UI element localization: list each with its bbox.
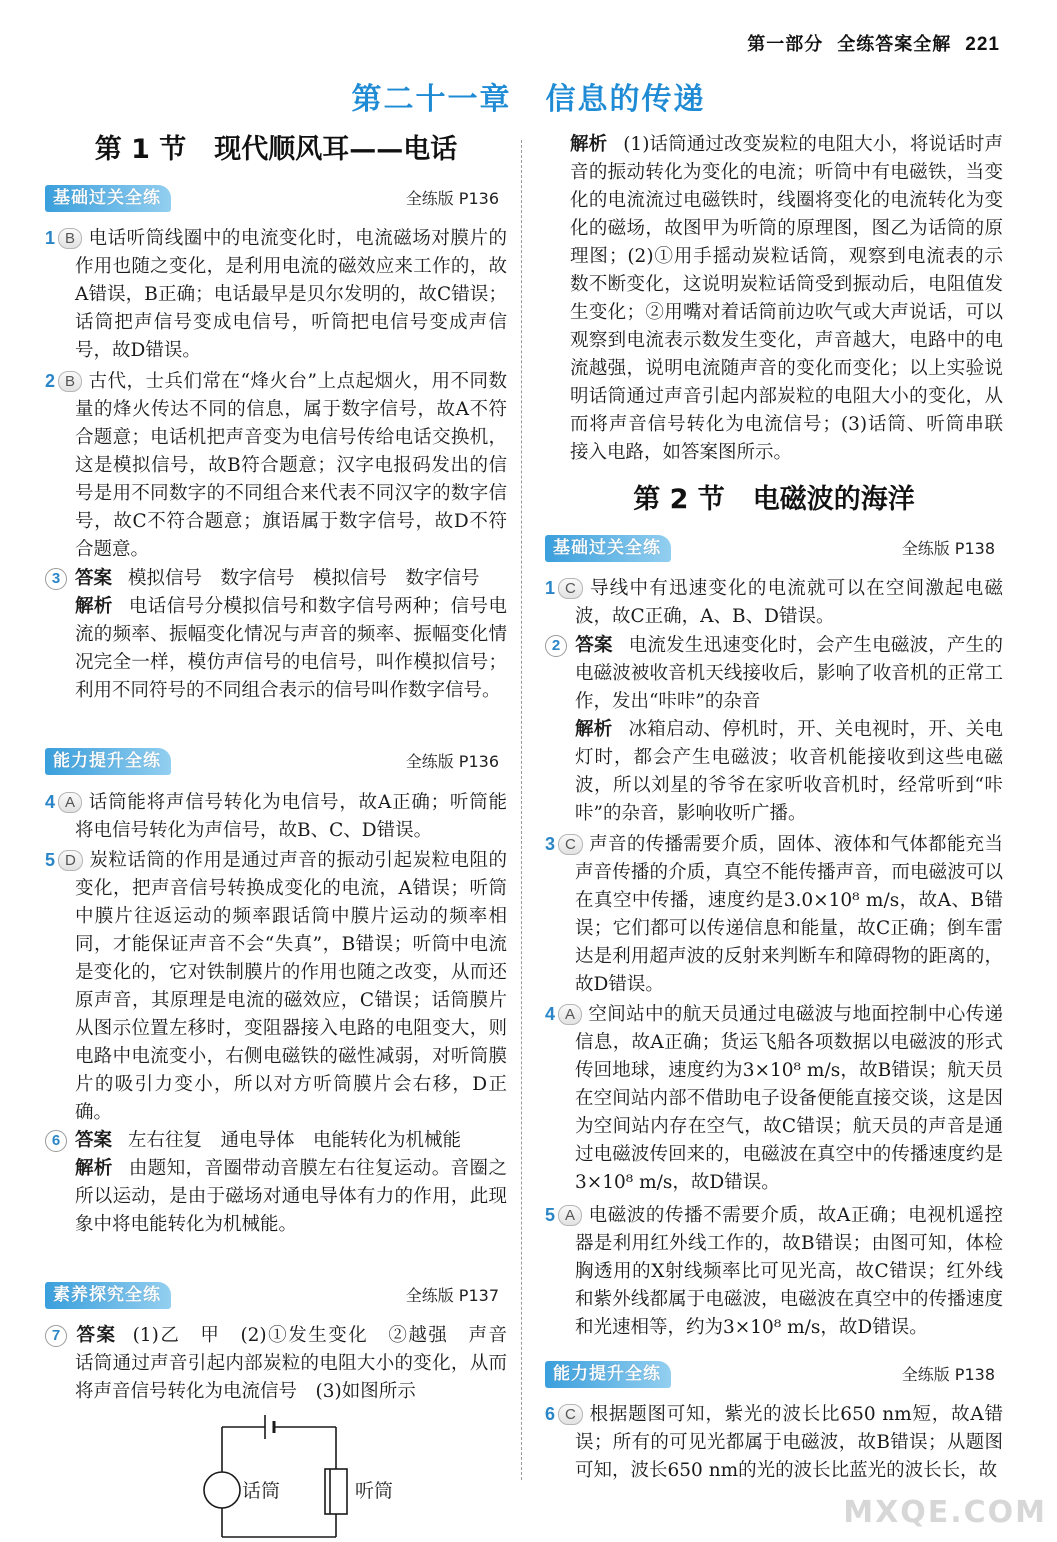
question-item [545,830,1003,999]
circuit-diagram-svg [195,1412,435,1542]
question-solution [545,1400,1003,1485]
question-solution [545,574,1003,631]
question-number: 6 [545,1404,556,1424]
answer-line [45,1322,526,1406]
question-item [545,1400,1003,1485]
exercise-group-header [545,1361,1003,1388]
question-solution [45,224,507,365]
page-reference: 全练版 P137 [405,1285,499,1305]
section-title [45,125,507,175]
answer-text: 左右往复 通电导体 电能转化为机械能 [128,1130,462,1151]
question-number: 4 [45,792,56,812]
question-solution [545,1201,1003,1342]
question-number: 7 [45,1325,67,1347]
analysis-label: 解析 [570,134,608,155]
watermark: MXQE.COM [843,1495,1047,1530]
question-number: 6 [45,1130,67,1152]
answer-label: 答案 [75,568,113,589]
answer-choice: A [558,1205,582,1226]
analysis-text: 电话信号分模拟信号和数字信号两种；信号电流的频率、振幅变化情况与声音的频率、振幅变化情况完全一样，模仿声信号的电信号，叫作模拟信号；利用不同符号的不同组合表示的信号叫作数字信号。 [75,596,507,701]
receiver-label: 听筒 [355,1480,394,1502]
analysis-line [45,1155,507,1239]
section-name: 电磁波的海洋 [752,484,915,515]
header-part: 第一部分 [747,34,824,55]
receiver-symbol [325,1469,347,1514]
question-item [45,788,507,845]
exercise-group-header [45,748,507,775]
question-number: 3 [545,834,556,854]
question-number: 2 [545,635,567,657]
left-column [45,125,526,1542]
question-number: 2 [45,371,56,391]
question-number: 3 [45,568,67,590]
question-solution [45,367,507,564]
answer-text: 模拟信号 数字信号 模拟信号 数字信号 [128,568,480,589]
answer-text: (1)乙 甲 (2)①发生变化 ②越强 声音 话筒通过声音引起内部炭粒的电阻大小的变化，从而将声音信号转化为电流信号 (3)如图所示 [75,1325,526,1402]
explanation-text: 话筒能将声信号转化为电信号，故A正确；听筒能将电信号转化为声信号，故B、C、D错误。 [75,792,507,841]
question-item [545,632,1003,828]
question-item [545,1201,1003,1342]
question-solution [45,846,507,1127]
exercise-group-header [45,1282,507,1309]
page-reference: 全练版 P138 [901,538,995,558]
page-header [747,31,1000,59]
question-number: 1 [545,578,556,598]
section-number: 第 2 节 [633,484,725,515]
question-item [45,565,507,733]
explanation-text: 空间站中的航天员通过电磁波与地面控制中心传递信息，故A正确；货运飞船各项数据以电磁波的形式传回地球，速度约为3×10⁸ m/s，故B错误；航天员在空间站内部不借助电子设备便能直接交谈，这是因为空间站内存在空气，故C错误；航天员的声音是通过电磁波传回来的，电磁波在真空中的传播速度约是3×10⁸ m/s，故D错误。 [575,1004,1003,1193]
answer-choice: C [558,1404,583,1425]
question-solution [545,830,1003,999]
explanation-text: 根据题图可知，紫光的波长比650 nm短，故A错误；所有的可见光都属于电磁波，故B错误；从题图可知，波长650 nm的光的波长比蓝光的波长长，故 [575,1404,1003,1481]
question-solution [545,1000,1003,1197]
analysis-text: 冰箱启动、停机时，开、关电视时，开、关电灯时，都会产生电磁波；收音机能接收到这些电磁波，所以刘星的爷爷在家听收音机时，经常听到“咔咔”的杂音，影响收听广播。 [575,719,1003,824]
chapter-title [0,80,1057,120]
microphone-symbol [204,1472,240,1508]
question-item-continued [545,131,1003,467]
analysis-line [545,716,1003,828]
section-name: 现代顺风耳——电话 [214,134,458,165]
answer-line [545,632,1003,716]
answer-choice: D [58,850,83,871]
microphone-label: 话筒 [242,1480,281,1502]
analysis-text: (1)话筒通过改变炭粒的电阻大小，将说话时声音的振动转化为变化的电流；听筒中有电磁铁，当变化的电流流过电磁铁时，线圈将变化的电流转化为变化的磁场，故图甲为听筒的原理图，图乙为话筒的原理图；(2)①用手摇动炭粒话筒，观察到电流表的示数不断变化，这说明炭粒话筒受到振动后，电阻值发生变化；②用嘴对着话筒前边吹气或大声说话，可以观察到电流表示数发生变化，声音越大，电路中的电流越强，说明电流随声音的变化而变化；以上实验说明话筒通过声音引起内部炭粒的电阻大小的变化，从而将声音信号转化为电流信号；(3)话筒、听筒串联接入电路，如答案图所示。 [570,134,1003,463]
analysis-text: 由题知，音圈带动音膜左右往复运动。音圈之所以运动，是由于磁场对通电导体有力的作用，此现象中将电能转化为机械能。 [75,1158,507,1235]
circuit-diagram [45,1412,507,1542]
question-item [45,1127,507,1239]
explanation-text: 电话听筒线圈中的电流变化时，电流磁场对膜片的作用也随之变化，是利用电流的磁效应来工作的，故A错误，B正确；电话最早是贝尔发明的，故C错误；话筒把声信号变成电信号，听筒把电信号变成声信号，故D错误。 [75,228,507,361]
question-solution [45,788,507,845]
question-number: 4 [545,1004,556,1024]
explanation-text: 导线中有迅速变化的电流就可以在空间激起电磁波，故C正确，A、B、D错误。 [575,578,1003,627]
answer-line [45,565,507,593]
analysis-line [545,131,1003,467]
answer-text: 电流发生迅速变化时，会产生电磁波，产生的电磁波被收音机天线接收后，影响了收音机的正常工作，发出“咔咔”的杂音 [575,635,1003,712]
answer-label: 答案 [575,635,613,656]
chapter-name: 信息的传递 [545,82,706,117]
question-item [45,367,507,564]
answer-choice: B [58,228,82,249]
question-item [45,846,507,1127]
analysis-line [45,593,507,705]
answer-choice: C [558,834,583,855]
page-reference: 全练版 P136 [405,188,499,208]
question-number: 5 [45,850,56,870]
answer-choice: A [558,1004,582,1025]
analysis-label: 解析 [75,1158,113,1179]
analysis-label: 解析 [75,596,113,617]
page-reference: 全练版 P136 [405,751,499,771]
page-number: 221 [965,34,1000,55]
question-item [545,1000,1003,1197]
exercise-tag: 基础过关全练 [45,185,171,212]
column-divider [521,140,522,1480]
right-column [545,131,1003,1485]
page-reference: 全练版 P138 [901,1364,995,1384]
exercise-tag: 素养探究全练 [45,1282,171,1309]
answer-label: 答案 [75,1325,117,1346]
explanation-text: 古代，士兵们常在“烽火台”上点起烟火，用不同数量的烽火传达不同的信息，属于数字信号，故A不符合题意；电话机把声音变为电信号传给电话交换机，这是模拟信号，故B符合题意；汉字电报码发出的信号是用不同数字的不同组合来代表不同汉字的数字信号，故C不符合题意；旗语属于数字信号，故D不符合题意。 [75,371,507,560]
section-number: 第 1 节 [94,134,187,165]
answer-choice: B [58,371,82,392]
explanation-text: 声音的传播需要介质，固体、液体和气体都能充当声音传播的介质，真空不能传播声音，而电磁波可以在真空中传播，速度约是3.0×10⁸ m/s，故A、B错误；它们都可以传递信息和能量，故C正确；倒车雷达是利用超声波的反射来判断车和障碍物的距离的，故D错误。 [575,834,1003,995]
section-title [545,475,1003,525]
answer-label: 答案 [75,1130,113,1151]
answer-choice: A [58,792,82,813]
chapter-number: 第二十一章 [351,82,512,117]
exercise-tag: 能力提升全练 [45,748,171,775]
exercise-group-header [545,535,1003,562]
explanation-text: 炭粒话筒的作用是通过声音的振动引起炭粒电阻的变化，把声音信号转换成变化的电流，A错误；听筒中膜片往返运动的频率跟话筒中膜片运动的频率相同，才能保证声音不会“失真”，B错误；听筒中电流是变化的，它对铁制膜片的作用也随之改变，从而还原声音，其原理是电流的磁效应，C错误；话筒膜片从图示位置左移时，变阻器接入电路的电阻变大，则电路中电流变小，右侧电磁铁的磁性减弱，对听筒膜片的吸引力变小，所以对方听筒膜片会右移，D正确。 [75,850,507,1123]
question-item [45,224,507,365]
answer-choice: C [558,578,583,599]
answer-line [45,1127,507,1155]
explanation-text: 电磁波的传播不需要介质，故A正确；电视机遥控器是利用红外线工作的，故B错误；由图可知，体检胸透用的X射线频率比可见光高，故C错误；红外线和紫外线都属于电磁波，电磁波在真空中的传播速度和光速相等，约为3×10⁸ m/s，故D错误。 [575,1205,1003,1338]
question-item [545,574,1003,631]
exercise-tag: 基础过关全练 [545,535,671,562]
question-item [45,1322,526,1406]
question-number: 5 [545,1205,556,1225]
question-number: 1 [45,228,56,248]
header-title: 全练答案全解 [837,34,952,55]
exercise-tag: 能力提升全练 [545,1361,671,1388]
analysis-label: 解析 [575,719,613,740]
exercise-group-header [45,185,507,212]
